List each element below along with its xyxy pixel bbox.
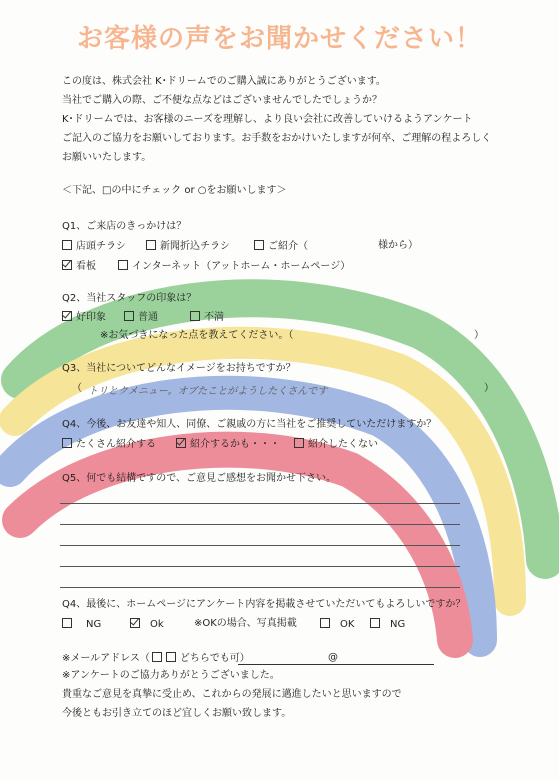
- photo-note: ※OKの場合、写真掲載: [194, 618, 297, 629]
- intro-line-5: お願いいたします。: [62, 152, 152, 163]
- checkbox[interactable]: [62, 438, 72, 448]
- thanks-note: ※アンケートのご協力ありがとうございました。: [62, 670, 280, 681]
- q3-handwritten-answer[interactable]: トリとクメニュー。オブたことがようしたくさんです: [88, 386, 328, 397]
- q1-option-internet[interactable]: インターネット（アットホーム・ホームページ）: [118, 260, 350, 273]
- photo-ng-option[interactable]: NG: [370, 618, 405, 631]
- email-label: ※メールアドレス（ どちらでも可）: [62, 653, 250, 664]
- checkbox-checked[interactable]: [62, 311, 72, 321]
- q4-recommend-label: Q4、今後、お友達や知人、同僚、ご親戚の方に当社をご推奨していただけますか？: [62, 419, 437, 430]
- q1-option-newspaper[interactable]: 新聞折込チラシ: [146, 240, 230, 253]
- checkbox[interactable]: [370, 618, 380, 628]
- instruction: ＜下記、□の中にチェック or ○をお願いします＞: [62, 185, 287, 196]
- pc-icon: [152, 652, 162, 662]
- page-title: お客様の声をお聞かせください！: [76, 24, 482, 54]
- checkbox[interactable]: [146, 240, 156, 250]
- q2-option-good[interactable]: 好印象: [62, 311, 106, 324]
- answer-line-3[interactable]: [60, 545, 460, 546]
- q2-note: ※お気づきになった点を教えてください。（: [100, 330, 294, 341]
- mobile-icon: [166, 652, 176, 662]
- email-input-line[interactable]: [238, 664, 434, 665]
- checkbox-checked[interactable]: [130, 618, 140, 628]
- checkbox-checked[interactable]: [176, 438, 186, 448]
- intro-line-4: ご記入のご協力をお願いしております。お手数をおかけいたしますが何卒、ご理解の程よろしく: [62, 133, 492, 144]
- closing-line-2: 今後ともお引き立てのほど宜しくお願い致します。: [62, 708, 292, 719]
- answer-line-4[interactable]: [60, 566, 460, 567]
- intro-line-3: K･ドリームでは、お客様のニーズを理解し、より良い会社に改善していけるようアンケート: [62, 114, 473, 125]
- checkbox[interactable]: [294, 438, 304, 448]
- q1-referral-suffix: 様から）: [378, 240, 418, 251]
- answer-line-2[interactable]: [60, 524, 460, 525]
- q3-label: Q3、当社についてどんなイメージをお持ちですか？: [62, 363, 296, 374]
- photo-ok-option[interactable]: OK: [320, 618, 354, 631]
- q4-option-many[interactable]: たくさん紹介する: [62, 438, 156, 451]
- publish-ok-option[interactable]: Ok: [130, 618, 164, 631]
- intro-line-2: 当社でご購入の際、ご不便な点などはございませんでしたでしょうか？: [62, 95, 382, 106]
- q2-label: Q2、当社スタッフの印象は？: [62, 293, 197, 304]
- q2-option-normal[interactable]: 普通: [124, 311, 158, 324]
- q2-note-close: ）: [474, 330, 484, 341]
- checkbox[interactable]: [118, 260, 128, 270]
- q1-label: Q1、ご来店のきっかけは？: [62, 221, 187, 232]
- checkbox-checked[interactable]: [62, 260, 72, 270]
- answer-line-1[interactable]: [60, 503, 460, 504]
- checkbox[interactable]: [254, 240, 264, 250]
- q4-option-no[interactable]: 紹介したくない: [294, 438, 378, 451]
- q1-option-referral[interactable]: ご紹介（: [254, 240, 308, 253]
- q3-close-paren: ）: [484, 383, 494, 394]
- q2-option-bad[interactable]: 不満: [190, 311, 224, 324]
- intro-line-1: この度は、株式会社 K･ドリームでのご購入誠にありがとうございます。: [62, 76, 386, 87]
- answer-line-5[interactable]: [60, 587, 460, 588]
- checkbox[interactable]: [62, 240, 72, 250]
- email-at-sign: @: [328, 652, 338, 663]
- closing-line-1: 貴重なご意見を真摯に受止め、これからの発展に邁進したいと思いますので: [62, 689, 402, 700]
- q5-label: Q5、何でも結構ですので、ご意見ご感想をお聞かせ下さい。: [62, 473, 337, 484]
- checkbox[interactable]: [190, 311, 200, 321]
- checkbox[interactable]: [62, 618, 72, 628]
- q1-option-signboard[interactable]: 看板: [62, 260, 96, 273]
- publish-ng-option[interactable]: NG: [62, 618, 101, 631]
- q1-option-flyer[interactable]: 店頭チラシ: [62, 240, 126, 253]
- checkbox[interactable]: [124, 311, 134, 321]
- checkbox[interactable]: [320, 618, 330, 628]
- q4-option-maybe[interactable]: 紹介するかも・・・: [176, 438, 280, 451]
- q4-publish-label: Q4、最後に、ホームページにアンケート内容を掲載させていただいてもよろしいですか？: [62, 599, 466, 610]
- q3-open-paren: （: [72, 383, 82, 394]
